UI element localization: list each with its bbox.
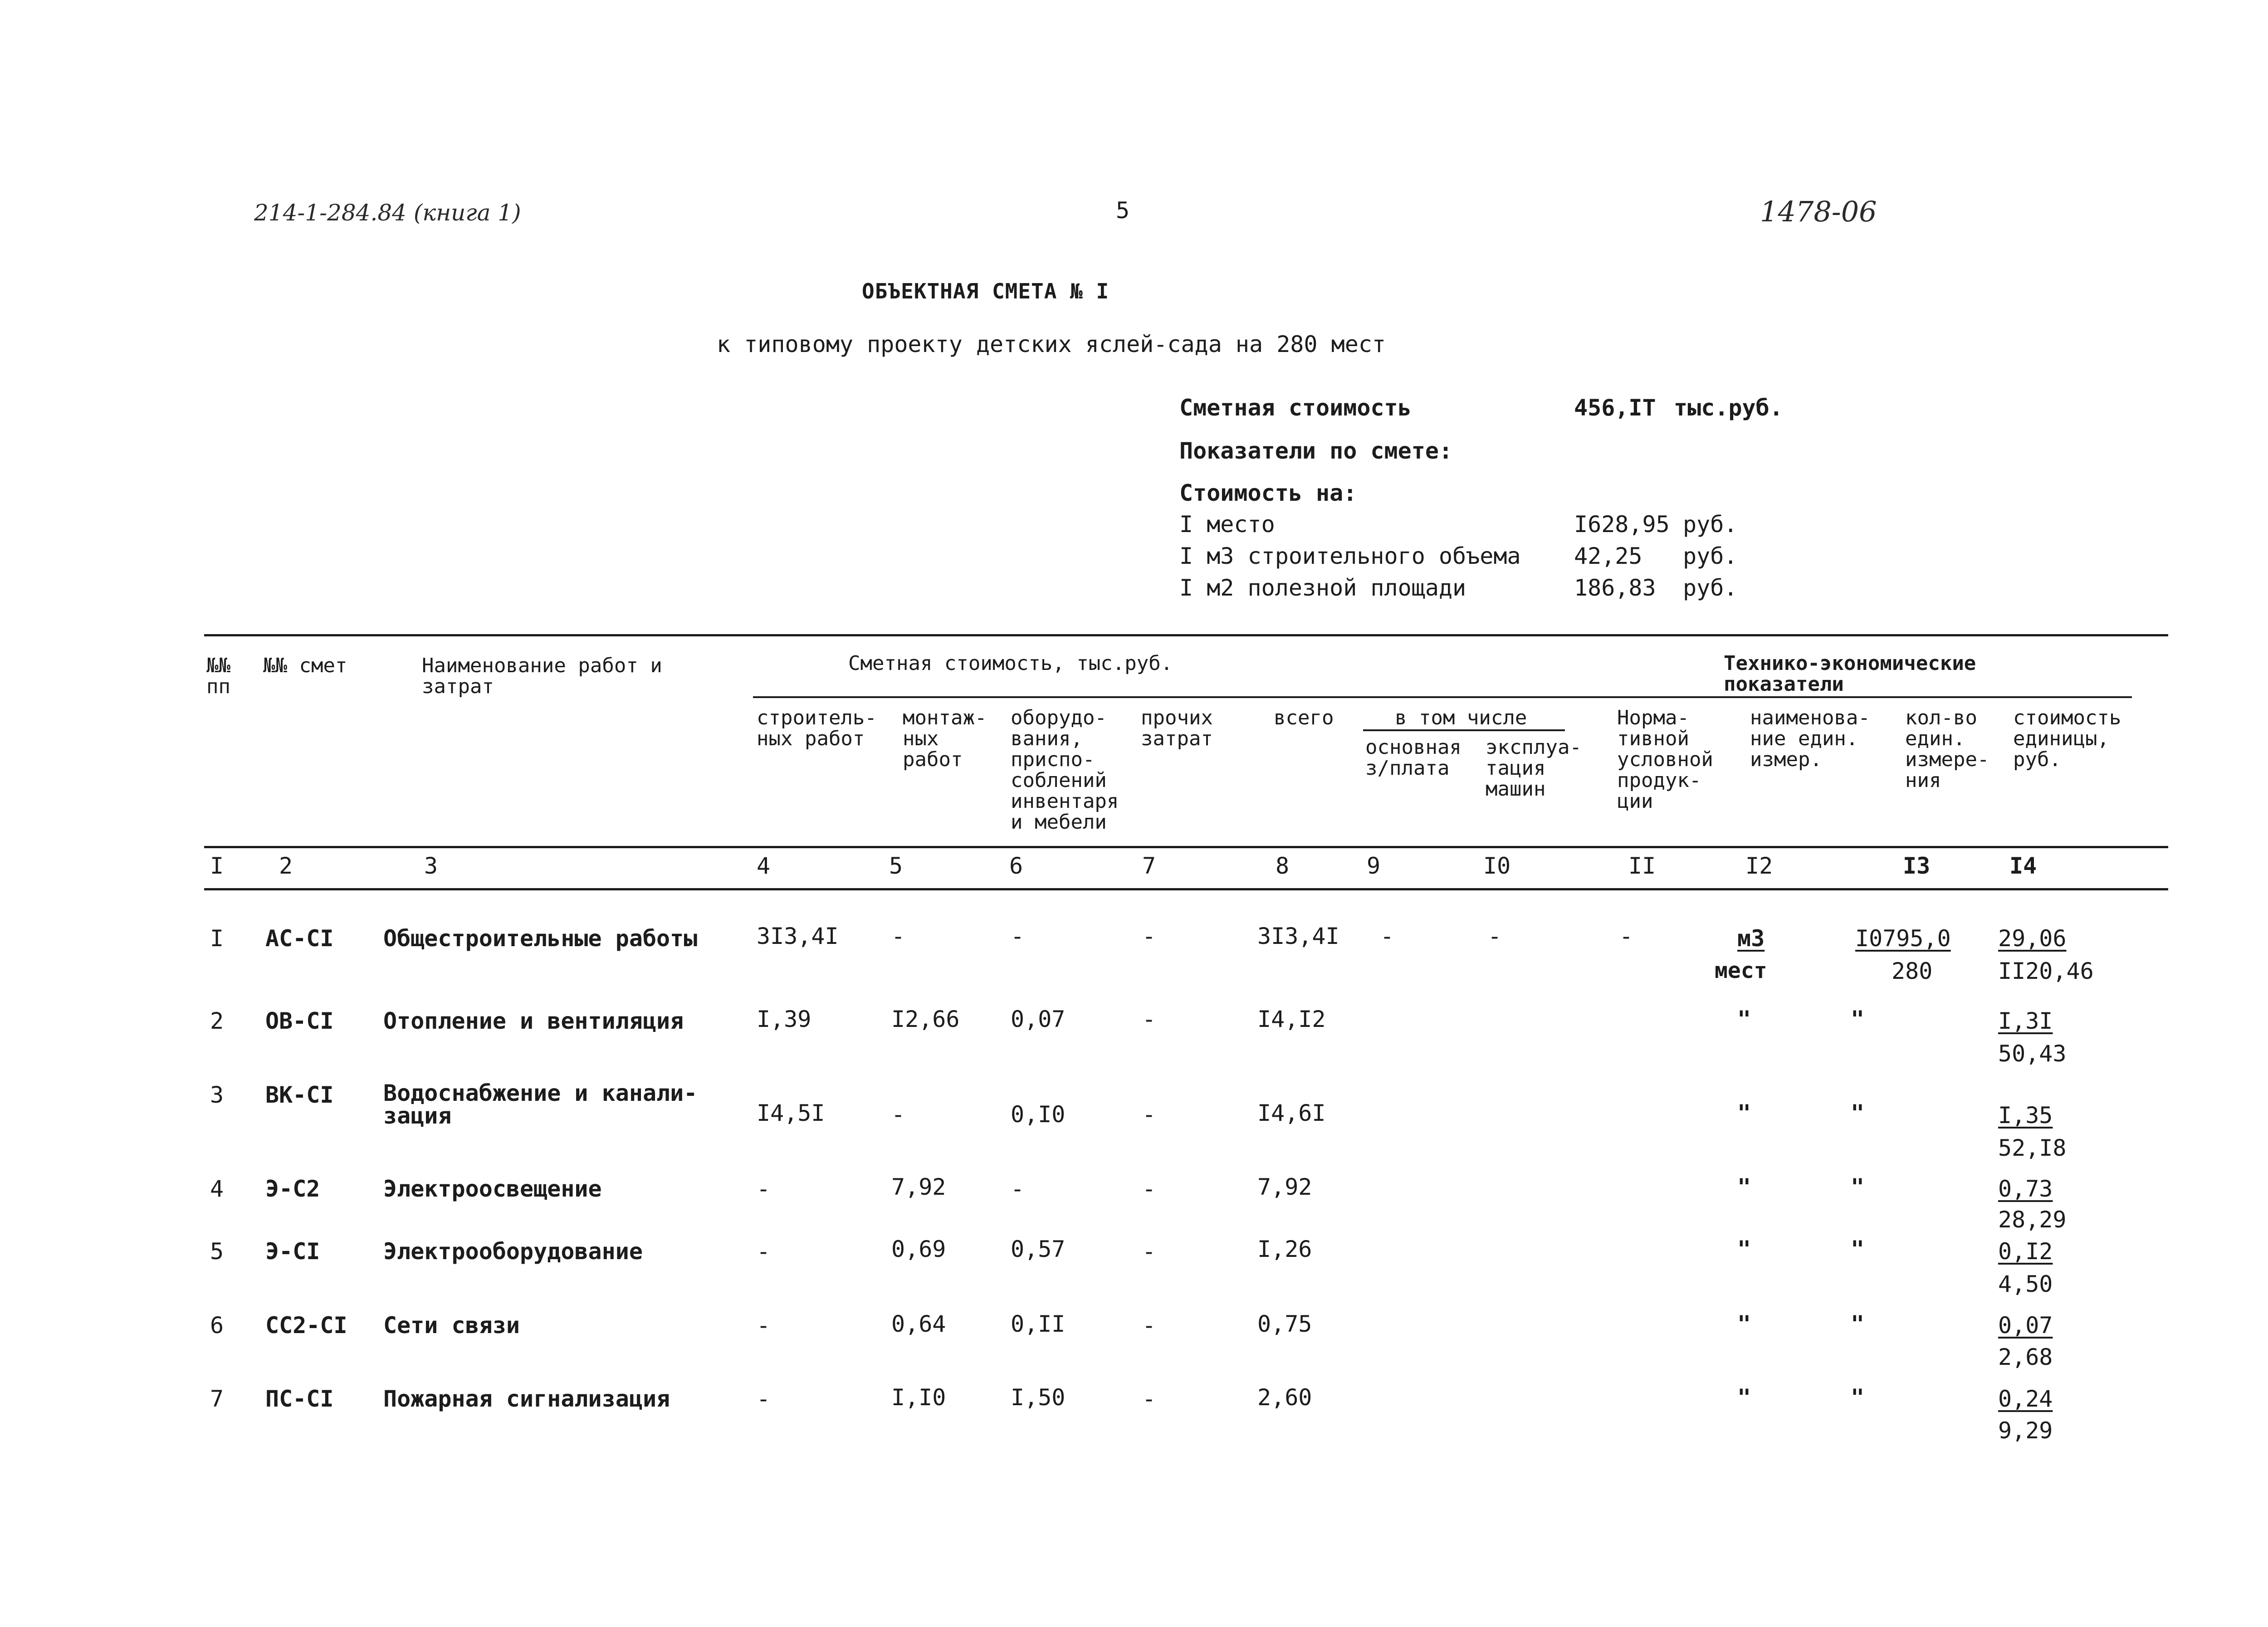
estimate-code: ОВ-СI	[265, 1008, 334, 1034]
unit-cost-top: 0,73	[1998, 1176, 2053, 1202]
page-number: 5	[1116, 197, 1130, 224]
other-cost: -	[1142, 1238, 1156, 1265]
column-number: 9	[1367, 853, 1381, 879]
normative-output: -	[1619, 923, 1633, 949]
estimate-code: СС2-СI	[265, 1312, 347, 1339]
estimate-cost-label: Сметная стоимость	[1179, 395, 1412, 421]
work-name: Электроосвещение	[383, 1176, 602, 1202]
estimate-title: ОБЪЕКТНАЯ СМЕТА № I	[862, 279, 1110, 303]
summary-row-unit: руб.	[1683, 575, 1738, 601]
unit-cost-bottom: 50,43	[1998, 1041, 2067, 1067]
cost-per-label: Стоимость на:	[1179, 480, 1357, 506]
installation-cost: 7,92	[891, 1174, 946, 1200]
equipment-cost: 0,07	[1011, 1006, 1066, 1032]
col-header-unit-cost: стоимость единицы, руб.	[2013, 706, 2121, 771]
total-cost: 7,92	[1257, 1174, 1312, 1200]
col-header-unit-quantity: кол-во един. измере- ния	[1905, 706, 1989, 792]
estimate-subtitle: к типовому проекту детских яслей-сада на 280 мест	[717, 331, 1386, 357]
summary-row-value: 186,83	[1574, 575, 1656, 601]
construction-cost: 3I3,4I	[757, 923, 839, 949]
estimate-code: Э-СI	[265, 1238, 320, 1265]
unit-name-ditto: "	[1737, 1311, 1751, 1337]
equipment-cost: I,50	[1011, 1384, 1066, 1411]
document-code: 1478-06	[1760, 195, 1877, 228]
summary-row-unit: руб.	[1683, 511, 1738, 537]
unit-cost-top: 0,24	[1998, 1386, 2053, 1412]
estimate-code: АС-СI	[265, 925, 334, 952]
unit-cost-bottom: 4,50	[1998, 1271, 2053, 1297]
unit-cost-top: I,3I	[1998, 1008, 2053, 1034]
group-header-estimate-cost: Сметная стоимость, тыс.руб.	[848, 652, 1173, 675]
construction-cost: -	[757, 1238, 771, 1265]
unit-quantity-ditto: "	[1851, 1311, 1865, 1337]
unit-quantity-ditto: "	[1851, 1236, 1865, 1262]
installation-cost: I,I0	[891, 1384, 946, 1411]
work-name: Электрооборудование	[383, 1238, 643, 1265]
other-cost: -	[1142, 1312, 1156, 1339]
installation-cost: -	[891, 1101, 905, 1128]
estimate-cost-unit: тыс.руб.	[1674, 395, 1783, 421]
unit-quantity-top: I0795,0	[1855, 925, 1951, 952]
estimate-code: Э-С2	[265, 1176, 320, 1202]
unit-cost-top: 0,07	[1998, 1312, 2053, 1339]
column-number: I4	[2009, 853, 2037, 879]
work-name: Общестроительные работы	[383, 925, 698, 952]
column-number: II	[1628, 853, 1656, 879]
equipment-cost: 0,I0	[1011, 1101, 1066, 1128]
installation-cost: 0,69	[891, 1236, 946, 1262]
unit-cost-bottom: 28,29	[1998, 1207, 2067, 1233]
column-number: 6	[1009, 853, 1023, 879]
column-number: I2	[1745, 853, 1773, 879]
equipment-cost: -	[1011, 923, 1025, 949]
col-header-equipment: оборудо- вания, приспо- соблений инвентаря и мебели	[1011, 706, 1119, 834]
col-header-including: в том числе	[1395, 706, 1527, 729]
col-header-total: всего	[1274, 706, 1334, 729]
other-cost: -	[1142, 1101, 1156, 1128]
unit-cost-bottom: 2,68	[1998, 1344, 2053, 1370]
construction-cost: -	[757, 1176, 771, 1202]
col-header-other-costs: прочих затрат	[1141, 706, 1213, 750]
total-cost: I,26	[1257, 1236, 1312, 1262]
equipment-cost: 0,II	[1011, 1311, 1066, 1337]
unit-cost-bottom: 52,I8	[1998, 1135, 2067, 1161]
work-name: Сети связи	[383, 1312, 520, 1339]
summary-row-unit: руб.	[1683, 543, 1738, 569]
other-cost: -	[1142, 1006, 1156, 1032]
unit-quantity-ditto: "	[1851, 1100, 1865, 1126]
unit-quantity-ditto: "	[1851, 1006, 1865, 1032]
column-number: I3	[1903, 853, 1931, 879]
unit-name-ditto: "	[1737, 1006, 1751, 1032]
installation-cost: 0,64	[891, 1311, 946, 1337]
col-header-machine-operation: эксплуа- тация машин	[1486, 736, 1582, 801]
indicators-label: Показатели по смете:	[1179, 438, 1453, 464]
column-number: 2	[279, 853, 293, 879]
total-cost: I4,6I	[1257, 1100, 1326, 1126]
summary-row-label: I м2 полезной площади	[1179, 575, 1466, 601]
cost-group-rule	[753, 696, 1837, 698]
unit-name-top: м3	[1737, 925, 1765, 952]
estimate-cost-value: 456,IT	[1574, 395, 1656, 421]
col-header-row-number: №№ пп	[206, 654, 230, 698]
col-header-normative-output: Норма- тивной условной продук- ции	[1617, 706, 1713, 813]
unit-name-ditto: "	[1737, 1174, 1751, 1200]
tech-group-rule	[1724, 696, 2132, 698]
total-cost: I4,I2	[1257, 1006, 1326, 1032]
row-number: 7	[210, 1386, 224, 1412]
column-number: 4	[757, 853, 771, 879]
other-cost: -	[1142, 923, 1156, 949]
unit-cost-top: 0,I2	[1998, 1238, 2053, 1265]
row-number: 6	[210, 1312, 224, 1339]
construction-cost: I4,5I	[757, 1100, 825, 1126]
unit-name-ditto: "	[1737, 1100, 1751, 1126]
construction-cost: -	[757, 1386, 771, 1412]
unit-cost-top: I,35	[1998, 1102, 2053, 1129]
work-name: Водоснабжение и канали- зация	[383, 1080, 698, 1129]
installation-cost: -	[891, 923, 905, 949]
summary-row-value: I628,95	[1574, 511, 1670, 537]
work-name: Пожарная сигнализация	[383, 1386, 670, 1412]
col-header-unit-name: наименова- ние един. измер.	[1750, 706, 1870, 771]
equipment-cost: 0,57	[1011, 1236, 1066, 1262]
row-number: 3	[210, 1082, 224, 1108]
column-number: 7	[1142, 853, 1156, 879]
unit-name-ditto: "	[1737, 1384, 1751, 1411]
unit-quantity-ditto: "	[1851, 1174, 1865, 1200]
row-number: I	[210, 925, 224, 952]
unit-cost-bottom: II20,46	[1998, 958, 2094, 984]
column-number: 5	[889, 853, 903, 879]
other-cost: -	[1142, 1176, 1156, 1202]
summary-row-label: I место	[1179, 511, 1275, 537]
table-top-rule	[204, 634, 2168, 636]
row-number: 4	[210, 1176, 224, 1202]
machine-operation: -	[1488, 923, 1502, 949]
col-header-installation: монтаж- ных работ	[903, 706, 987, 771]
group-header-tech-indicators: Технико-экономические показатели	[1724, 652, 1976, 696]
col-header-estimate-number: №№ смет	[263, 654, 347, 677]
column-number: 3	[424, 853, 438, 879]
col-header-base-salary: основная з/плата	[1365, 736, 1461, 780]
column-number: I	[210, 853, 224, 879]
total-cost: 0,75	[1257, 1311, 1312, 1337]
unit-quantity-ditto: "	[1851, 1384, 1865, 1411]
header-bottom-rule	[204, 846, 2168, 848]
work-name: Отопление и вентиляция	[383, 1008, 684, 1034]
unit-quantity-bottom: 280	[1892, 958, 1933, 984]
total-cost: 2,60	[1257, 1384, 1312, 1411]
col-header-work-name: Наименование работ и затрат	[422, 654, 662, 698]
equipment-cost: -	[1011, 1176, 1025, 1202]
total-cost: 3I3,4I	[1257, 923, 1339, 949]
document-reference: 214-1-284.84 (книга 1)	[254, 200, 521, 226]
summary-row-label: I м3 строительного объема	[1179, 543, 1521, 569]
row-number: 2	[210, 1008, 224, 1034]
construction-cost: -	[757, 1312, 771, 1339]
included-rule	[1363, 729, 1565, 731]
column-number: I0	[1483, 853, 1511, 879]
estimate-code: ПС-СI	[265, 1386, 334, 1412]
summary-row-value: 42,25	[1574, 543, 1642, 569]
column-number: 8	[1276, 853, 1290, 879]
column-numbers-rule	[204, 888, 2168, 890]
unit-cost-bottom: 9,29	[1998, 1417, 2053, 1444]
other-cost: -	[1142, 1386, 1156, 1412]
estimate-code: ВК-СI	[265, 1082, 334, 1108]
construction-cost: I,39	[757, 1006, 811, 1032]
unit-name-bottom: мест	[1715, 958, 1767, 983]
installation-cost: I2,66	[891, 1006, 960, 1032]
unit-cost-top: 29,06	[1998, 925, 2067, 952]
unit-name-ditto: "	[1737, 1236, 1751, 1262]
col-header-construction: строитель- ных работ	[757, 706, 877, 750]
base-salary: -	[1380, 923, 1394, 949]
row-number: 5	[210, 1238, 224, 1265]
